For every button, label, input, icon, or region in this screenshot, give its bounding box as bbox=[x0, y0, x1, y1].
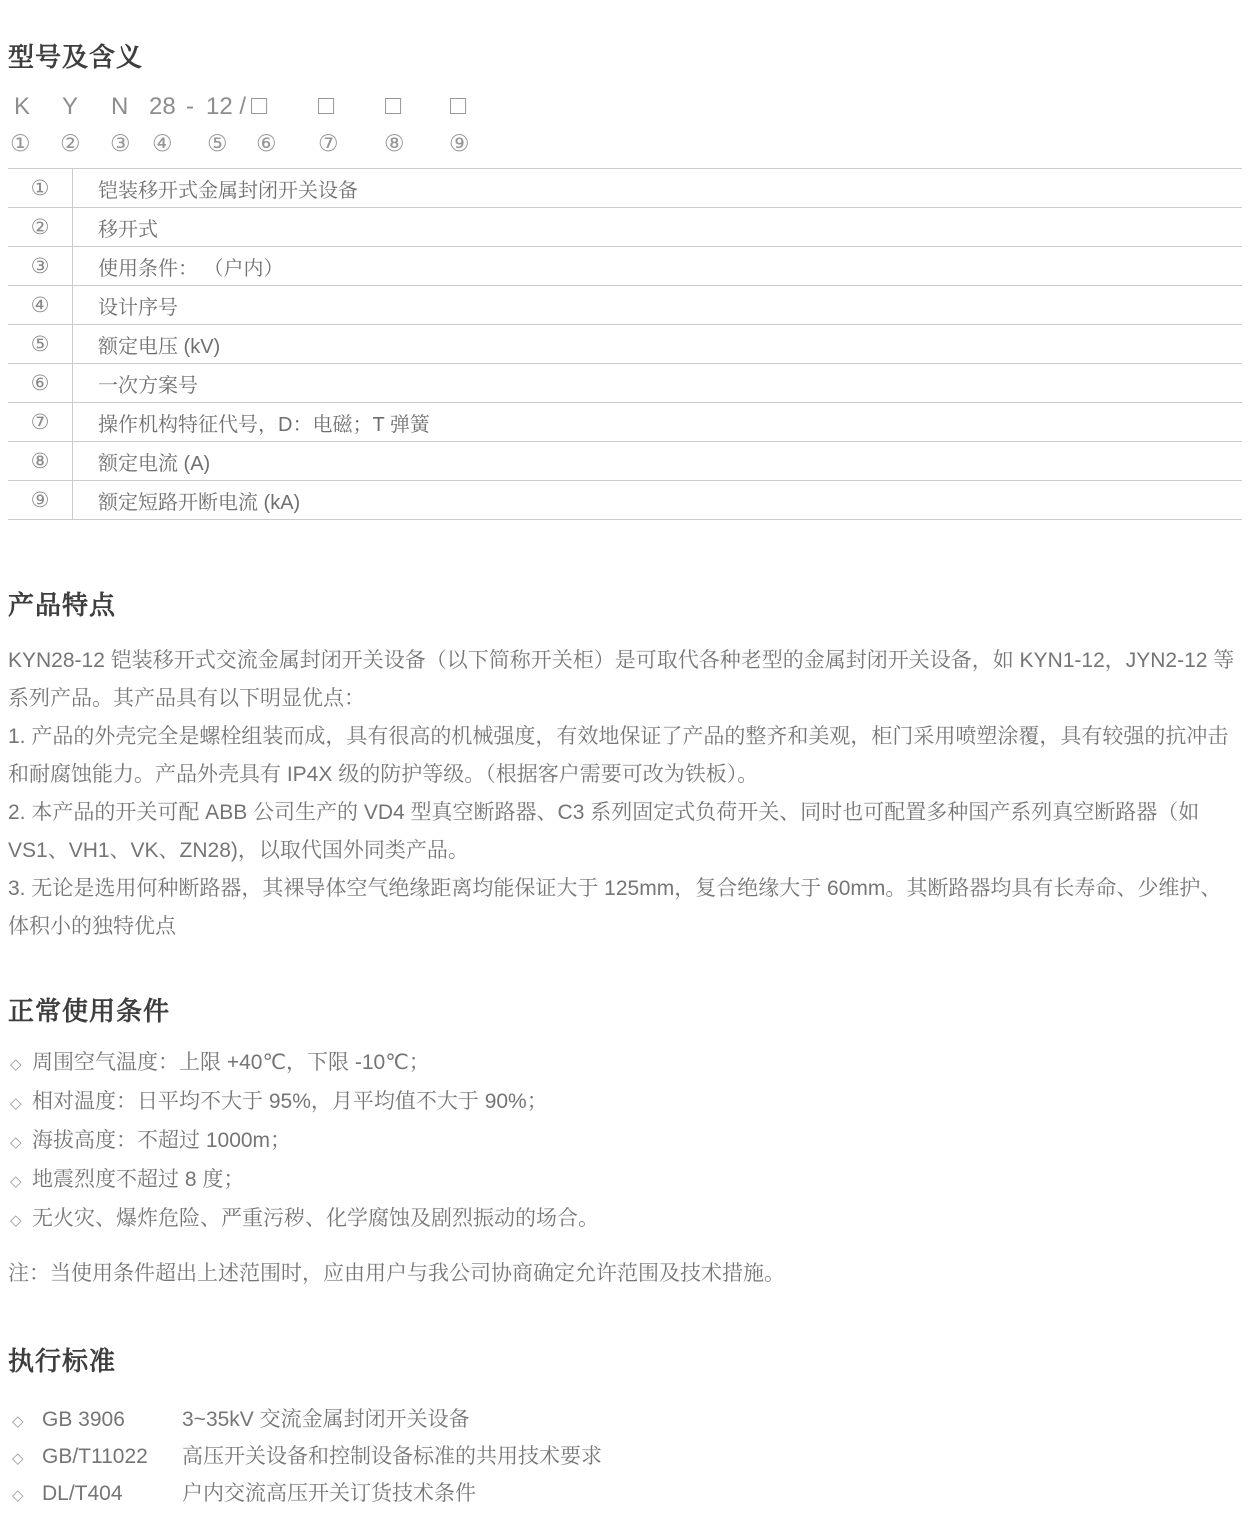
position-marker-icon: ⑨ bbox=[449, 130, 470, 156]
position-marker-icon: ⑤ bbox=[207, 130, 228, 156]
placeholder-box-icon: □ bbox=[385, 90, 402, 120]
diamond-bullet-icon: ◇ bbox=[10, 1212, 22, 1229]
table-row bbox=[8, 325, 1242, 364]
section-title-model-meaning: 型号及含义 bbox=[8, 42, 144, 72]
condition-text: 海拔高度：不超过 1000m； bbox=[32, 1129, 292, 1152]
condition-text: 相对温度：日平均不大于 95%，月平均值不大于 90%； bbox=[32, 1090, 548, 1113]
condition-text: 地震烈度不超过 8 度； bbox=[32, 1168, 245, 1191]
row-description: 一次方案号 bbox=[73, 364, 1243, 403]
table-row bbox=[8, 442, 1242, 481]
standard-description: 3~35kV 交流金属封闭开关设备 bbox=[182, 1408, 470, 1431]
table-row bbox=[8, 481, 1242, 520]
position-marker-icon: ② bbox=[60, 130, 81, 156]
standards-list bbox=[8, 1402, 1242, 1513]
diamond-bullet-icon: ◇ bbox=[12, 1487, 24, 1504]
feature-paragraph: 1. 产品的外壳完全是螺栓组装而成，具有很高的机械强度，有效地保证了产品的整齐和美观，柜门采用喷塑涂覆，具有较强的抗冲击 和耐腐蚀能力。产品外壳具有 IP4X 级的防护等级。（根据客户需要可改为铁板）。 bbox=[8, 725, 1229, 786]
row-marker: ⑧ bbox=[8, 442, 73, 481]
model-code-part: 28 bbox=[149, 93, 176, 120]
table-row bbox=[8, 169, 1242, 208]
diamond-bullet-icon: ◇ bbox=[10, 1134, 22, 1151]
model-code-part: N bbox=[111, 93, 129, 120]
feature-paragraph: KYN28-12 铠装移开式交流金属封闭开关设备（以下简称开关柜）是可取代各种老型的金属封闭开关设备，如 KYN1-12，JYN2-12 等系列产品。其产品具有以下明显优点： bbox=[8, 649, 1235, 710]
row-description: 铠装移开式金属封闭开关设备 bbox=[73, 169, 1243, 208]
row-marker: ③ bbox=[8, 247, 73, 286]
conditions-list bbox=[8, 1044, 1242, 1239]
row-marker: ⑨ bbox=[8, 481, 73, 520]
list-item bbox=[8, 1161, 1242, 1200]
table-row bbox=[8, 247, 1242, 286]
row-description: 操作机构特征代号，D：电磁；T 弹簧 bbox=[73, 403, 1243, 442]
diamond-bullet-icon: ◇ bbox=[12, 1413, 24, 1430]
list-item bbox=[8, 1439, 1242, 1476]
table-row bbox=[8, 403, 1242, 442]
position-marker-icon: ① bbox=[10, 130, 31, 156]
row-marker: ⑤ bbox=[8, 325, 73, 364]
section-title-standards: 执行标准 bbox=[8, 1346, 117, 1376]
row-marker: ① bbox=[8, 169, 73, 208]
list-item bbox=[8, 1122, 1242, 1161]
condition-text: 无火灾、爆炸危险、严重污秽、化学腐蚀及剧烈振动的场合。 bbox=[32, 1207, 599, 1230]
model-code-diagram bbox=[8, 90, 1242, 158]
table-row bbox=[8, 364, 1242, 403]
position-marker-icon: ⑧ bbox=[384, 130, 405, 156]
feature-paragraph: 3. 无论是选用何种断路器，其裸导体空气绝缘距离均能保证大于 125mm，复合绝缘大于 60mm。其断路器均具有长寿命、少维护、体积小的独特优点 bbox=[8, 877, 1222, 938]
condition-text: 周围空气温度：上限 +40℃，下限 -10℃； bbox=[32, 1051, 430, 1074]
model-code-part: - bbox=[186, 93, 194, 120]
model-meaning-table bbox=[8, 168, 1242, 520]
table-row bbox=[8, 286, 1242, 325]
position-marker-icon: ④ bbox=[152, 130, 173, 156]
row-description: 设计序号 bbox=[73, 286, 1243, 325]
diamond-bullet-icon: ◇ bbox=[10, 1056, 22, 1073]
product-features-body bbox=[8, 642, 1242, 946]
placeholder-box-icon: □ bbox=[251, 90, 268, 120]
position-marker-icon: ⑥ bbox=[256, 130, 277, 156]
standard-description: 户内交流高压开关订货技术条件 bbox=[182, 1482, 476, 1505]
list-item bbox=[8, 1200, 1242, 1239]
list-item bbox=[8, 1402, 1242, 1439]
position-marker-icon: ⑦ bbox=[318, 130, 339, 156]
conditions-note: 注：当使用条件超出上述范围时，应由用户与我公司协商确定允许范围及技术措施。 bbox=[8, 1262, 785, 1285]
row-description: 使用条件： （户内） bbox=[73, 247, 1243, 286]
standard-code: GB 3906 bbox=[42, 1408, 125, 1431]
row-description: 额定电流 (A) bbox=[73, 442, 1243, 481]
row-description: 额定短路开断电流 (kA) bbox=[73, 481, 1243, 520]
standard-description: 高压开关设备和控制设备标准的共用技术要求 bbox=[182, 1445, 602, 1468]
placeholder-box-icon: □ bbox=[318, 90, 335, 120]
table-row bbox=[8, 208, 1242, 247]
document-page bbox=[0, 40, 1250, 1505]
row-marker: ② bbox=[8, 208, 73, 247]
diamond-bullet-icon: ◇ bbox=[10, 1173, 22, 1190]
standard-code: DL/T404 bbox=[42, 1482, 123, 1505]
row-marker: ⑦ bbox=[8, 403, 73, 442]
list-item bbox=[8, 1044, 1242, 1083]
diamond-bullet-icon: ◇ bbox=[12, 1450, 24, 1467]
model-code-part: 12 / bbox=[206, 93, 247, 120]
row-description: 移开式 bbox=[73, 208, 1243, 247]
position-marker-icon: ③ bbox=[110, 130, 131, 156]
model-code-part: Y bbox=[62, 93, 79, 120]
list-item bbox=[8, 1083, 1242, 1122]
model-code-part: K bbox=[14, 93, 31, 120]
row-marker: ④ bbox=[8, 286, 73, 325]
row-marker: ⑥ bbox=[8, 364, 73, 403]
section-title-product-features: 产品特点 bbox=[8, 590, 117, 620]
diamond-bullet-icon: ◇ bbox=[10, 1095, 22, 1112]
feature-paragraph: 2. 本产品的开关可配 ABB 公司生产的 VD4 型真空断路器、C3 系列固定式负荷开关、同时也可配置多种国产系列真空断路器（如 VS1、VH1、VK、ZN28)，以取代国外同类产品。 bbox=[8, 801, 1200, 862]
standard-code: GB/T11022 bbox=[42, 1445, 148, 1468]
list-item bbox=[8, 1476, 1242, 1513]
placeholder-box-icon: □ bbox=[450, 90, 467, 120]
row-description: 额定电压 (kV) bbox=[73, 325, 1243, 364]
section-title-normal-conditions: 正常使用条件 bbox=[8, 996, 171, 1026]
